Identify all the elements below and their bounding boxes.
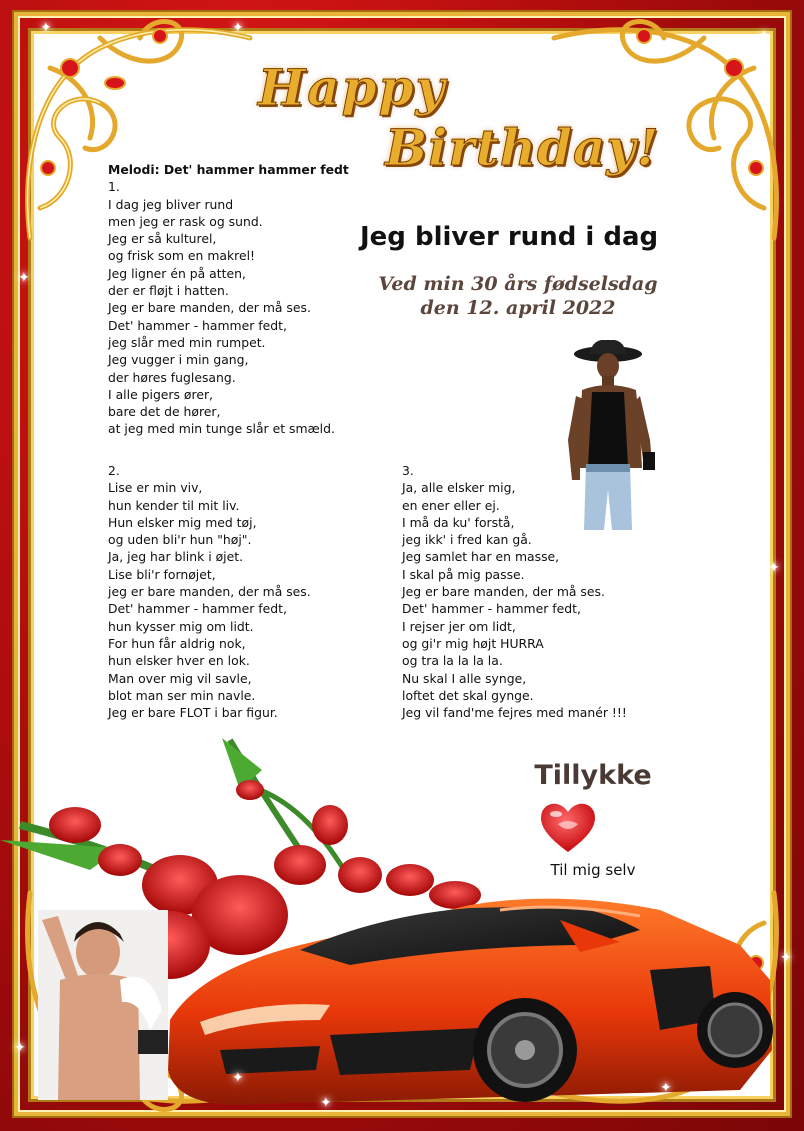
verse-line: I rejser jer om lidt, [402,618,516,634]
verse-line: Jeg er bare manden, der må ses. [108,300,311,316]
verse-line: Ja, alle elsker mig, [402,480,516,496]
verse-line: jeg er bare manden, der må ses. [108,584,311,600]
verse-number: 2. [108,463,120,478]
verse-line: I dag jeg bliver rund [108,196,234,212]
subheading [360,272,676,320]
verse-line: Jeg er bare manden, der må ses. [402,584,605,600]
verse-line: og uden bli'r hun "høj". [108,532,252,548]
verse-line: Det' hammer - hammer fedt, [108,317,287,333]
verse-line: For hun får aldrig nok, [108,635,246,651]
verse-line: Nu skal I alle synge, [402,670,527,686]
verse-line: Jeg samlet har en masse, [402,549,560,565]
sparkle-icon: ✦ [758,28,770,44]
sparkle-icon: ✦ [780,950,792,966]
verse-3 [402,462,627,721]
melody-line: Melodi: Det' hammer hammer fedt [108,162,349,177]
sparkle-icon: ✦ [232,1070,244,1086]
verse-line: men jeg er rask og sund. [108,213,263,229]
sparkle-icon: ✦ [18,270,30,286]
birthday-title: Birthday! [385,118,660,177]
verse-line: blot man ser min navle. [108,687,256,703]
verse-line: og gi'r mig højt HURRA [402,635,544,651]
verse-line: Jeg er bare FLOT i bar figur. [108,705,278,721]
sparkle-icon: ✦ [40,20,52,36]
sparkle-icon: ✦ [14,1040,26,1056]
verse-line: Lise er min viv, [108,480,203,496]
verse-number: 3. [402,463,414,478]
verse-line: og tra la la la la. [402,653,503,669]
verse-line: Det' hammer - hammer fedt, [402,601,581,617]
greeting-subtitle: Til mig selv [550,861,636,879]
verse-number: 1. [108,179,120,195]
verse-line: hun elsker hver en lok. [108,653,250,669]
verse-line: Det' hammer - hammer fedt, [108,601,287,617]
verse-line: bare det de hører, [108,404,221,420]
happy-title: Happy [258,58,447,117]
verse-line: I alle pigers ører, [108,386,213,402]
verse-line: der høres fuglesang. [108,369,236,385]
verse-line: hun kender til mit liv. [108,497,240,513]
sparkle-icon: ✦ [320,1095,332,1111]
verse-line: Lise bli'r fornøjet, [108,566,216,582]
heart-icon [538,800,598,854]
verse-line: og frisk som en makrel! [108,248,256,264]
verse-line: Jeg vugger i min gang, [108,352,249,368]
verse-line: Jeg er så kulturel, [108,231,217,247]
verse-line: loftet det skal gynge. [402,687,534,703]
subheading-line: Ved min 30 års fødselsdag [378,273,658,295]
verse-1 [108,161,349,438]
sparkle-icon: ✦ [660,1080,672,1096]
verse-line: en ener eller ej. [402,497,500,513]
verse-line: Hun elsker mig med tøj, [108,514,257,530]
verse-line: der er fløjt i hatten. [108,283,229,299]
verse-2 [108,462,311,721]
verse-line: jeg slår med min rumpet. [108,334,266,350]
verse-line: I må da ku' forstå, [402,514,515,530]
greeting-title: Tillykke [534,760,652,791]
verse-line: I skal på mig passe. [402,566,525,582]
page-title: Jeg bliver rund i dag [360,222,659,252]
verse-line: Jeg ligner én på atten, [108,265,246,281]
verse-line: Ja, jeg har blink i øjet. [108,549,244,565]
subheading-line: den 12. april 2022 [420,297,616,319]
verse-line: at jeg med min tunge slår et smæld. [108,421,335,437]
verse-line: jeg ikk' i fred kan gå. [402,532,532,548]
verse-line: Jeg vil fand'me fejres med manér !!! [402,705,627,721]
sparkle-icon: ✦ [768,560,780,576]
verse-line: hun kysser mig om lidt. [108,618,254,634]
verse-line: Man over mig vil savle, [108,670,252,686]
sparkle-icon: ✦ [232,20,244,36]
